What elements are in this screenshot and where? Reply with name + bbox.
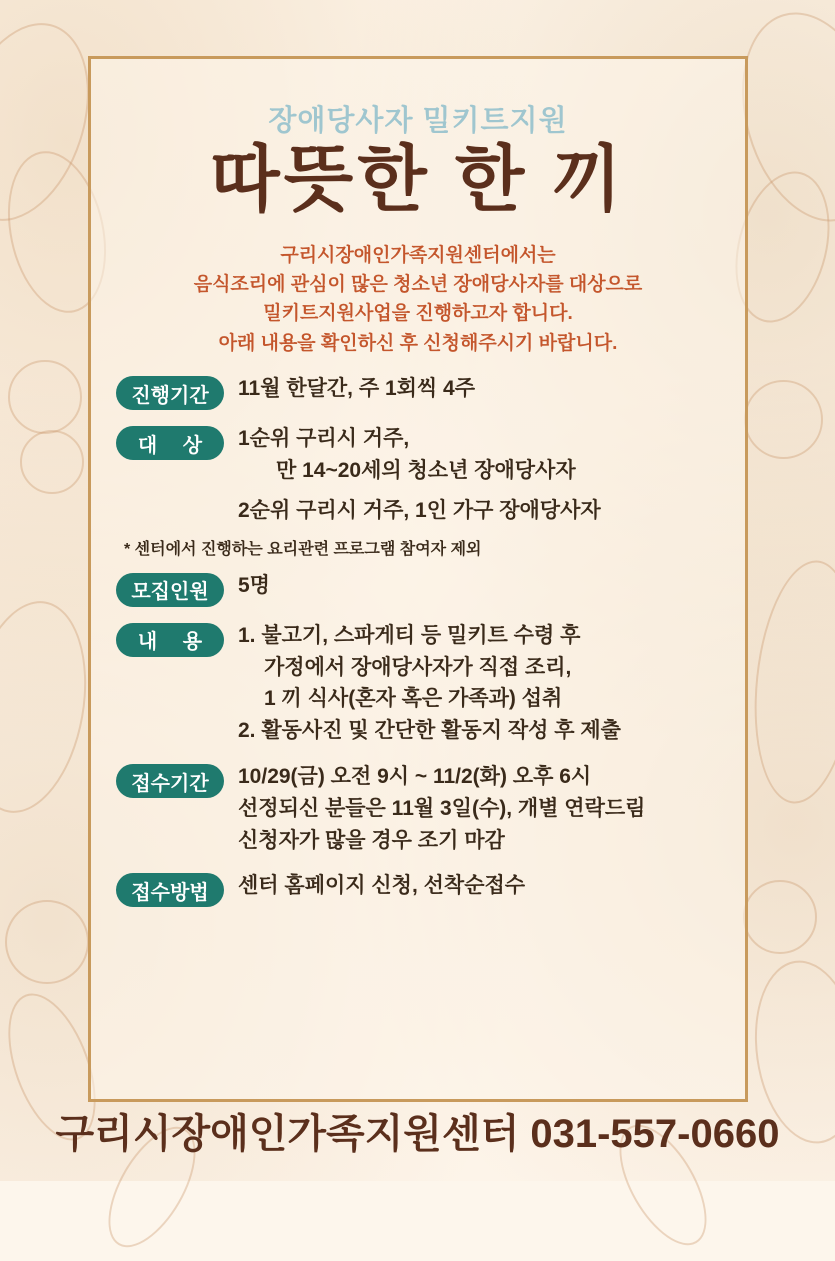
row-line: 만 14~20세의 청소년 장애당사자 <box>276 459 576 483</box>
info-row-capacity <box>116 571 720 607</box>
row-line: 11월 한달간, 주 1회씩 4주 <box>238 377 476 401</box>
row-body <box>238 424 720 527</box>
intro-line: 아래 내용을 확인하신 후 신청해주시기 바랍니다. <box>218 332 618 354</box>
poster-intro <box>114 241 722 359</box>
poster-content <box>88 56 748 1102</box>
row-body <box>238 374 720 406</box>
row-line: 선정되신 분들은 11월 3일(수), 개별 연락드림 <box>238 796 646 820</box>
row-body <box>238 571 720 603</box>
row-body <box>238 621 720 748</box>
info-row-target <box>116 424 720 527</box>
row-body <box>238 871 720 903</box>
vegetable-decoration-icon <box>5 900 89 984</box>
row-line: 센터 홈페이지 신청, 선착순접수 <box>238 874 526 898</box>
row-line: 10/29(금) 오전 9시 ~ 11/2(화) 오후 6시 <box>238 765 592 789</box>
row-label-badge: 진행기간 <box>116 376 224 410</box>
poster-kicker: 장애당사자 밀키트지원 <box>268 105 568 137</box>
info-rows <box>114 374 722 907</box>
intro-line: 밀키트지원사업을 진행하고자 합니다. <box>263 303 573 325</box>
info-row-content <box>116 621 720 748</box>
vegetable-decoration-icon <box>0 592 102 823</box>
info-row-application-period <box>116 762 720 857</box>
row-label-badge: 접수방법 <box>116 873 224 907</box>
row-line: 신청자가 많을 경우 조기 마감 <box>238 828 505 852</box>
row-body <box>238 762 720 857</box>
vegetable-decoration-icon <box>20 430 84 494</box>
vegetable-decoration-icon <box>8 360 82 434</box>
row-label-badge: 내 용 <box>116 623 224 657</box>
row-line: 1 끼 식사(혼자 혹은 가족과) 섭취 <box>264 687 563 711</box>
intro-line: 음식조리에 관심이 많은 청소년 장애당사자를 대상으로 <box>193 274 643 296</box>
row-line: 1. 불고기, 스파게티 등 밀키트 수령 후 <box>238 623 581 647</box>
row-label-badge: 모집인원 <box>116 573 224 607</box>
vegetable-decoration-icon <box>744 380 823 459</box>
row-line: 1순위 구리시 거주, <box>238 427 410 451</box>
poster-title: 따뜻한 한 끼 <box>210 140 626 220</box>
row-label-badge: 대 상 <box>116 426 224 460</box>
vegetable-decoration-icon <box>743 880 817 954</box>
info-row-application-method <box>116 871 720 907</box>
target-exclusion-note: * 센터에서 진행하는 요리관련 프로그램 참여자 제외 <box>124 540 482 558</box>
vegetable-decoration-icon <box>744 555 835 808</box>
row-line: 2. 활동사진 및 간단한 활동지 작성 후 제출 <box>238 719 621 743</box>
info-row-period <box>116 374 720 410</box>
intro-line: 구리시장애인가족지원센터에서는 <box>280 244 556 266</box>
row-line: 5명 <box>238 573 270 597</box>
row-label-badge: 접수기간 <box>116 764 224 798</box>
row-line: 가정에서 장애당사자가 직접 조리, <box>264 655 572 679</box>
row-line: 2순위 구리시 거주, 1인 가구 장애당사자 <box>238 498 601 522</box>
poster-footer-contact: 구리시장애인가족지원센터 031-557-0660 <box>55 1112 780 1156</box>
